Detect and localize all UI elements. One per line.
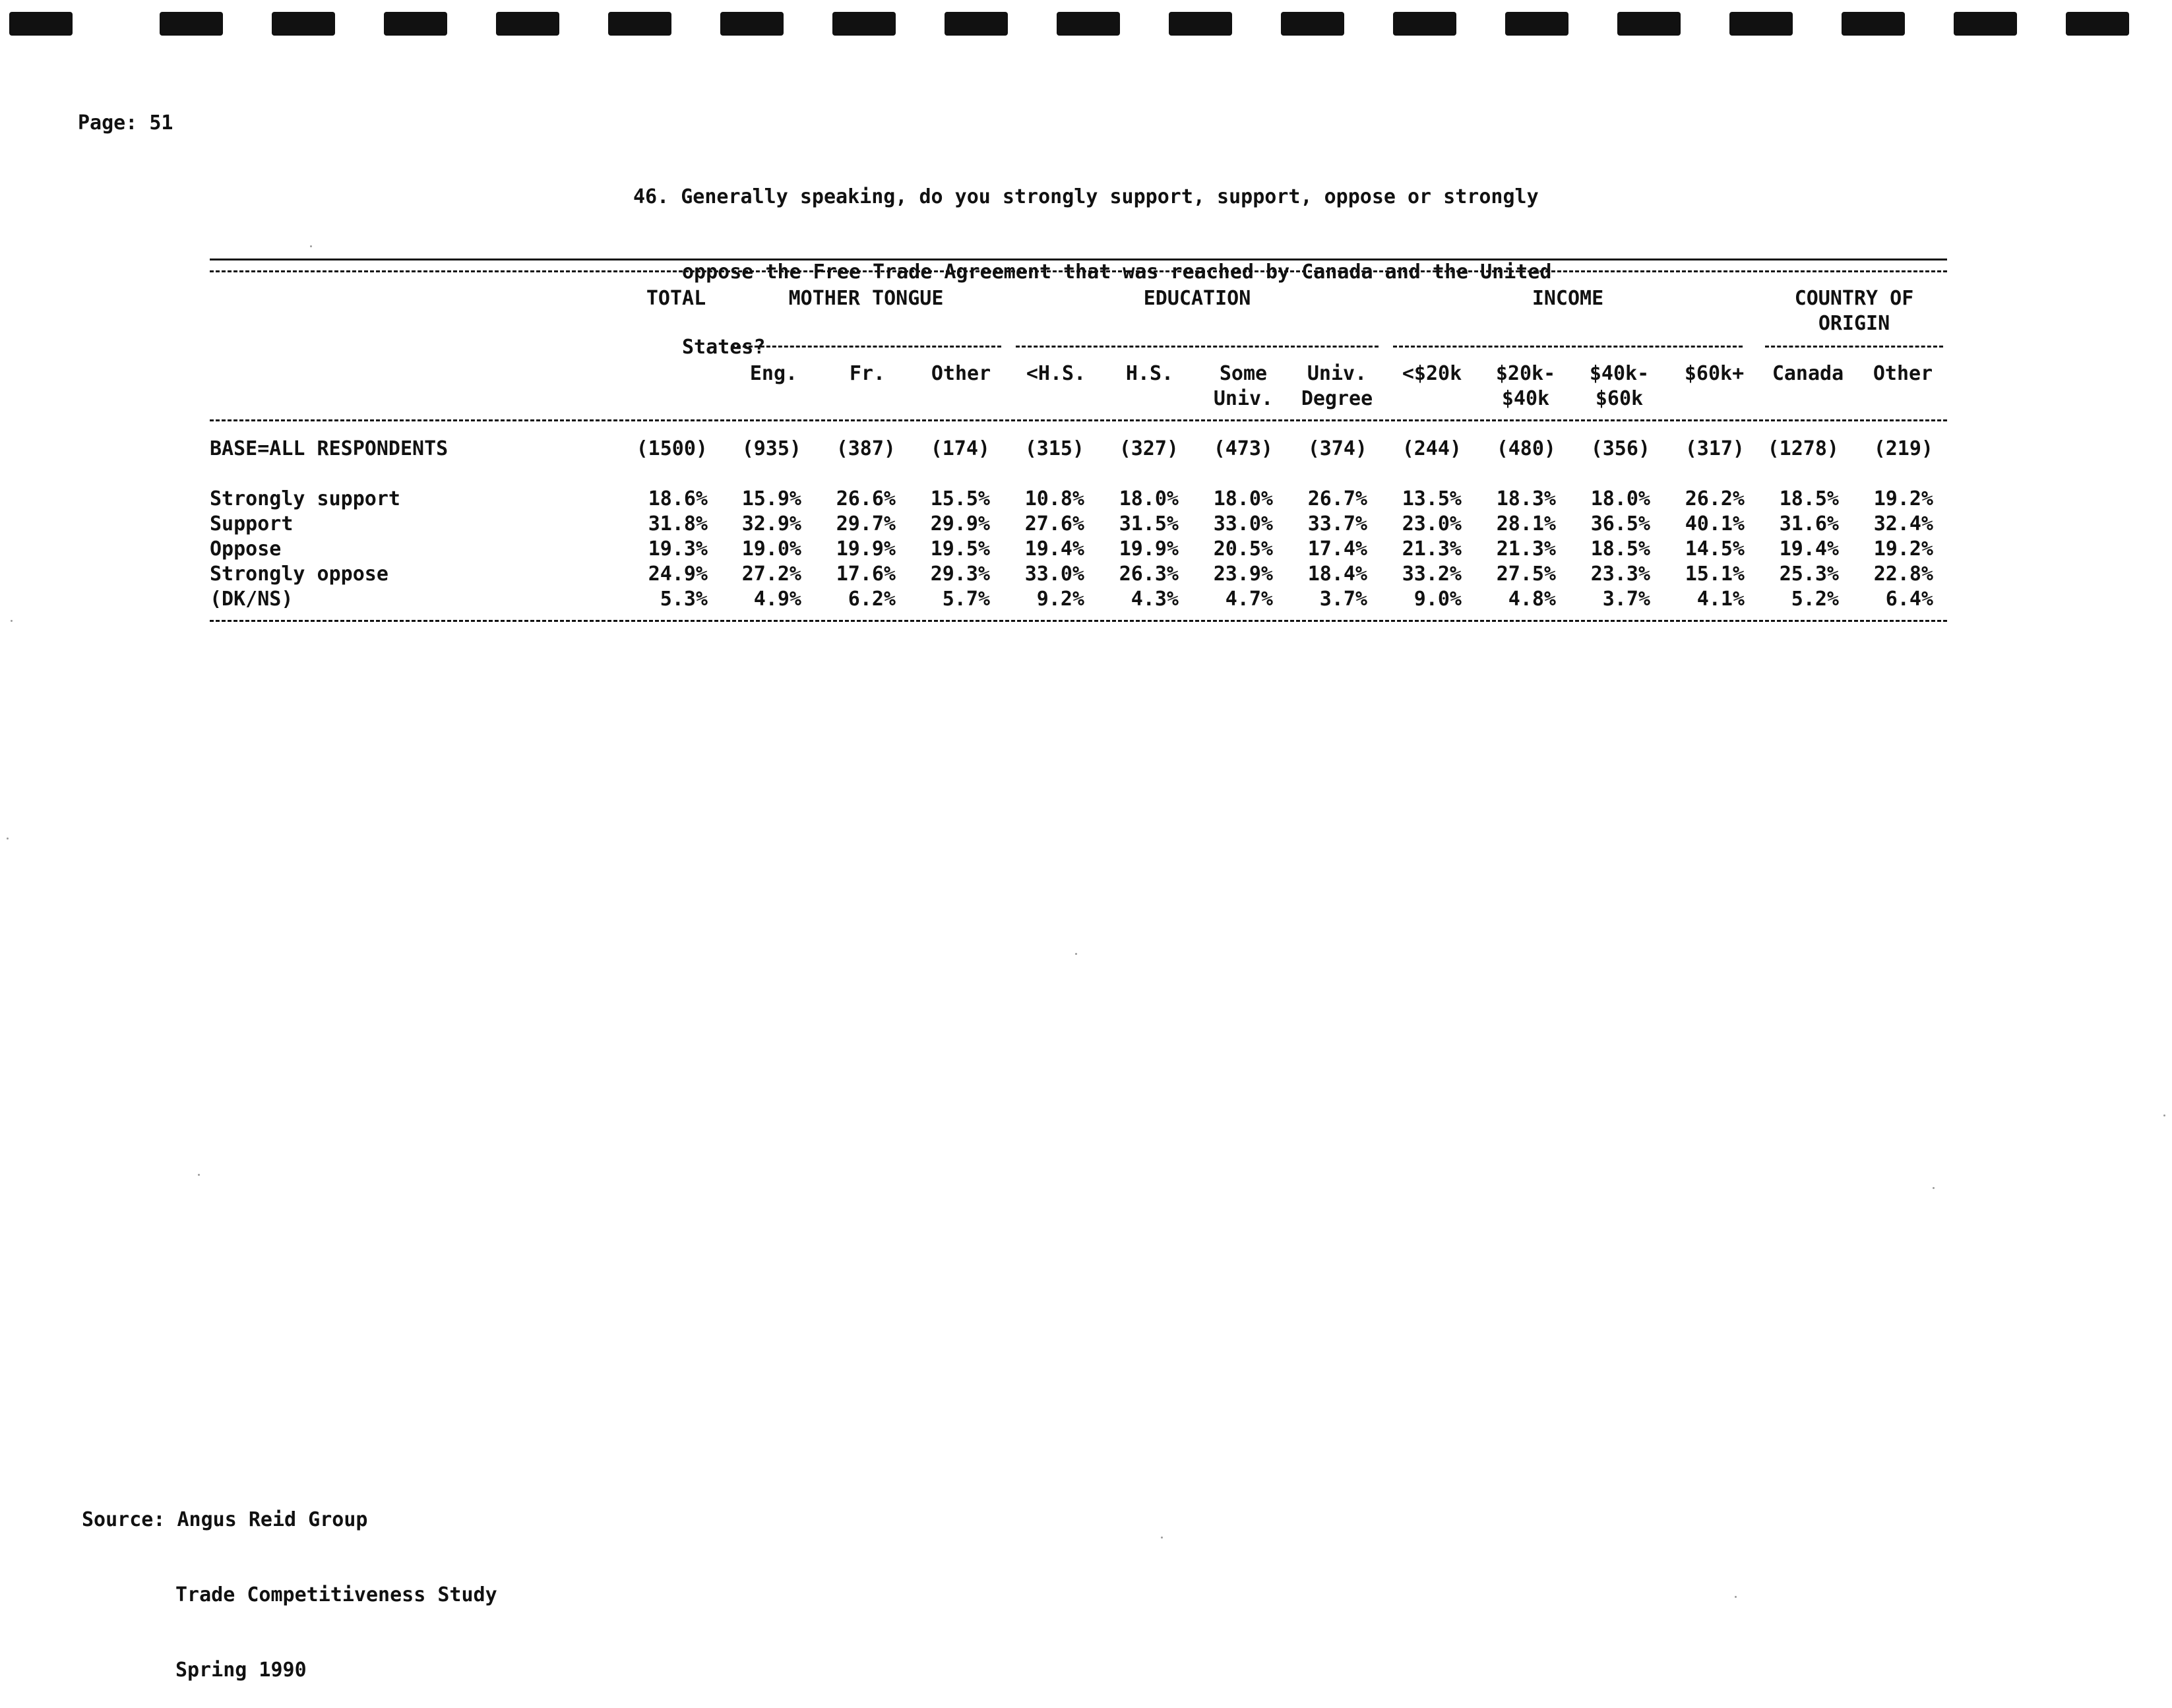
base-cell: (174) [930, 437, 990, 460]
column-header: $40k- [1589, 362, 1650, 385]
question-line: oppose the Free Trade Agreement that was reached by Canada and the United [682, 260, 1552, 284]
binding-hole [1281, 12, 1344, 36]
data-cell: 4.3% [1131, 588, 1179, 611]
data-cell: 20.5% [1213, 537, 1273, 561]
data-cell: 4.1% [1696, 588, 1745, 611]
data-cell: 21.3% [1496, 537, 1556, 561]
data-cell: 18.0% [1590, 487, 1650, 510]
data-cell: 18.3% [1496, 487, 1556, 510]
data-cell: 33.2% [1402, 563, 1462, 586]
scan-speck [2163, 1114, 2165, 1116]
data-cell: 21.3% [1402, 537, 1462, 561]
base-cell: (1278) [1767, 437, 1839, 460]
binding-hole [160, 12, 223, 36]
data-cell: 32.9% [741, 512, 801, 535]
column-header: Canada [1772, 362, 1844, 385]
data-cell: 13.5% [1402, 487, 1462, 510]
data-cell: 17.6% [836, 563, 896, 586]
scan-speck [1933, 1187, 1935, 1189]
row-label: Oppose [210, 537, 282, 561]
data-cell: 4.7% [1225, 588, 1273, 611]
data-cell: 15.9% [741, 487, 801, 510]
group-underline [1765, 346, 1943, 348]
column-header: Univ. [1307, 362, 1367, 385]
binding-hole [945, 12, 1008, 36]
data-cell: 29.3% [930, 563, 990, 586]
data-cell: 19.5% [930, 537, 990, 561]
data-cell: 31.5% [1119, 512, 1179, 535]
base-row-label: BASE=ALL RESPONDENTS [210, 437, 449, 460]
data-cell: 23.9% [1213, 563, 1273, 586]
data-cell: 19.3% [648, 537, 708, 561]
column-header: $20k- [1495, 362, 1556, 385]
binding-hole [720, 12, 784, 36]
data-cell: 33.0% [1024, 563, 1084, 586]
data-cell: 19.4% [1024, 537, 1084, 561]
binding-hole [1617, 12, 1681, 36]
column-header: $40k [1501, 387, 1550, 410]
table-dashed-rule [210, 419, 1947, 421]
scan-speck [1161, 1537, 1163, 1539]
group-underline [731, 346, 1001, 348]
data-cell: 19.9% [1119, 537, 1179, 561]
binding-hole [1393, 12, 1456, 36]
column-header: $60k+ [1684, 362, 1745, 385]
question-line: 46. Generally speaking, do you strongly support, support, oppose or strongly [633, 185, 1539, 208]
scan-speck [310, 245, 312, 247]
data-cell: 32.4% [1873, 512, 1933, 535]
data-cell: 31.8% [648, 512, 708, 535]
data-cell: 26.3% [1119, 563, 1179, 586]
binding-hole [1057, 12, 1120, 36]
source-line: Source: Angus Reid Group [82, 1508, 368, 1531]
binding-hole [9, 12, 73, 36]
data-cell: 28.1% [1496, 512, 1556, 535]
data-cell: 26.6% [836, 487, 896, 510]
binding-hole [496, 12, 559, 36]
data-cell: 5.2% [1791, 588, 1839, 611]
data-cell: 27.6% [1024, 512, 1084, 535]
question-line: States? [682, 336, 766, 359]
base-cell: (315) [1024, 437, 1084, 460]
data-cell: 27.2% [741, 563, 801, 586]
base-cell: (317) [1685, 437, 1745, 460]
column-header: Degree [1301, 387, 1373, 410]
binding-hole [384, 12, 447, 36]
base-cell: (244) [1402, 437, 1462, 460]
source-line: Spring 1990 [175, 1659, 307, 1682]
table-dashed-rule [210, 270, 1947, 272]
data-cell: 18.5% [1779, 487, 1839, 510]
data-cell: 23.3% [1590, 563, 1650, 586]
data-cell: 33.7% [1307, 512, 1367, 535]
data-cell: 5.7% [942, 588, 990, 611]
data-cell: 9.0% [1413, 588, 1462, 611]
data-cell: 22.8% [1873, 563, 1933, 586]
scan-speck [7, 838, 9, 839]
scan-speck [1735, 1596, 1737, 1598]
header-country-of-origin: COUNTRY OF [1794, 287, 1914, 310]
column-header: <$20k [1402, 362, 1462, 385]
binding-hole [1505, 12, 1568, 36]
data-cell: 10.8% [1024, 487, 1084, 510]
column-header: Other [931, 362, 991, 385]
header-mother-tongue: MOTHER TONGUE [788, 287, 944, 310]
scan-speck [11, 620, 13, 622]
data-cell: 33.0% [1213, 512, 1273, 535]
base-cell: (327) [1119, 437, 1179, 460]
base-cell: (219) [1873, 437, 1933, 460]
base-cell: (480) [1496, 437, 1556, 460]
header-income: INCOME [1532, 287, 1604, 310]
binding-hole [1842, 12, 1905, 36]
base-cell: (374) [1307, 437, 1367, 460]
data-cell: 31.6% [1779, 512, 1839, 535]
base-cell: (473) [1213, 437, 1273, 460]
base-cell: (387) [836, 437, 896, 460]
data-cell: 4.8% [1508, 588, 1556, 611]
base-cell: (935) [741, 437, 801, 460]
source-note [82, 1457, 497, 1708]
data-cell: 6.2% [848, 588, 896, 611]
data-cell: 19.4% [1779, 537, 1839, 561]
data-cell: 18.0% [1119, 487, 1179, 510]
row-label: Strongly oppose [210, 563, 388, 586]
data-cell: 19.2% [1873, 537, 1933, 561]
binding-hole [2066, 12, 2129, 36]
scan-speck [198, 1174, 200, 1176]
data-cell: 24.9% [648, 563, 708, 586]
row-label: Support [210, 512, 294, 535]
data-cell: 17.4% [1307, 537, 1367, 561]
data-cell: 19.9% [836, 537, 896, 561]
header-education: EDUCATION [1143, 287, 1251, 310]
row-label: (DK/NS) [210, 588, 294, 611]
binding-hole [1729, 12, 1793, 36]
data-cell: 3.7% [1319, 588, 1367, 611]
data-cell: 5.3% [660, 588, 708, 611]
data-cell: 29.9% [930, 512, 990, 535]
data-cell: 26.2% [1685, 487, 1745, 510]
column-header: H.S. [1125, 362, 1174, 385]
data-cell: 9.2% [1036, 588, 1084, 611]
group-underline [1016, 346, 1379, 348]
data-cell: 26.7% [1307, 487, 1367, 510]
data-cell: 36.5% [1590, 512, 1650, 535]
binding-hole [1954, 12, 2017, 36]
data-cell: 19.2% [1873, 487, 1933, 510]
data-cell: 29.7% [836, 512, 896, 535]
data-cell: 18.0% [1213, 487, 1273, 510]
source-line: Trade Competitiveness Study [175, 1583, 497, 1606]
binding-hole [832, 12, 896, 36]
binding-hole [1169, 12, 1232, 36]
data-cell: 27.5% [1496, 563, 1556, 586]
data-cell: 15.5% [930, 487, 990, 510]
data-cell: 40.1% [1685, 512, 1745, 535]
column-header: Some [1219, 362, 1268, 385]
data-cell: 18.5% [1590, 537, 1650, 561]
base-cell: (356) [1590, 437, 1650, 460]
column-header: Eng. [749, 362, 798, 385]
header-country-of-origin: ORIGIN [1818, 312, 1890, 335]
column-header: $60k [1595, 387, 1644, 410]
group-underline [1393, 346, 1743, 348]
data-cell: 18.6% [648, 487, 708, 510]
page-number: Page: 51 [78, 111, 173, 135]
column-header: <H.S. [1026, 362, 1086, 385]
data-cell: 25.3% [1779, 563, 1839, 586]
scan-speck [1075, 953, 1077, 955]
base-cell: (1500) [636, 437, 708, 460]
data-cell: 15.1% [1685, 563, 1745, 586]
data-cell: 18.4% [1307, 563, 1367, 586]
column-header: Fr. [849, 362, 886, 385]
row-label: Strongly support [210, 487, 400, 510]
binding-hole [608, 12, 671, 36]
binding-strip [0, 0, 2172, 46]
data-cell: 19.0% [741, 537, 801, 561]
table-top-rule [210, 259, 1947, 260]
column-header: Univ. [1213, 387, 1274, 410]
header-total: TOTAL [646, 287, 706, 310]
data-cell: 3.7% [1602, 588, 1650, 611]
data-cell: 14.5% [1685, 537, 1745, 561]
data-cell: 6.4% [1885, 588, 1933, 611]
data-cell: 23.0% [1402, 512, 1462, 535]
binding-hole [272, 12, 335, 36]
table-bottom-rule [210, 620, 1947, 622]
data-cell: 4.9% [753, 588, 801, 611]
column-header: Other [1873, 362, 1933, 385]
